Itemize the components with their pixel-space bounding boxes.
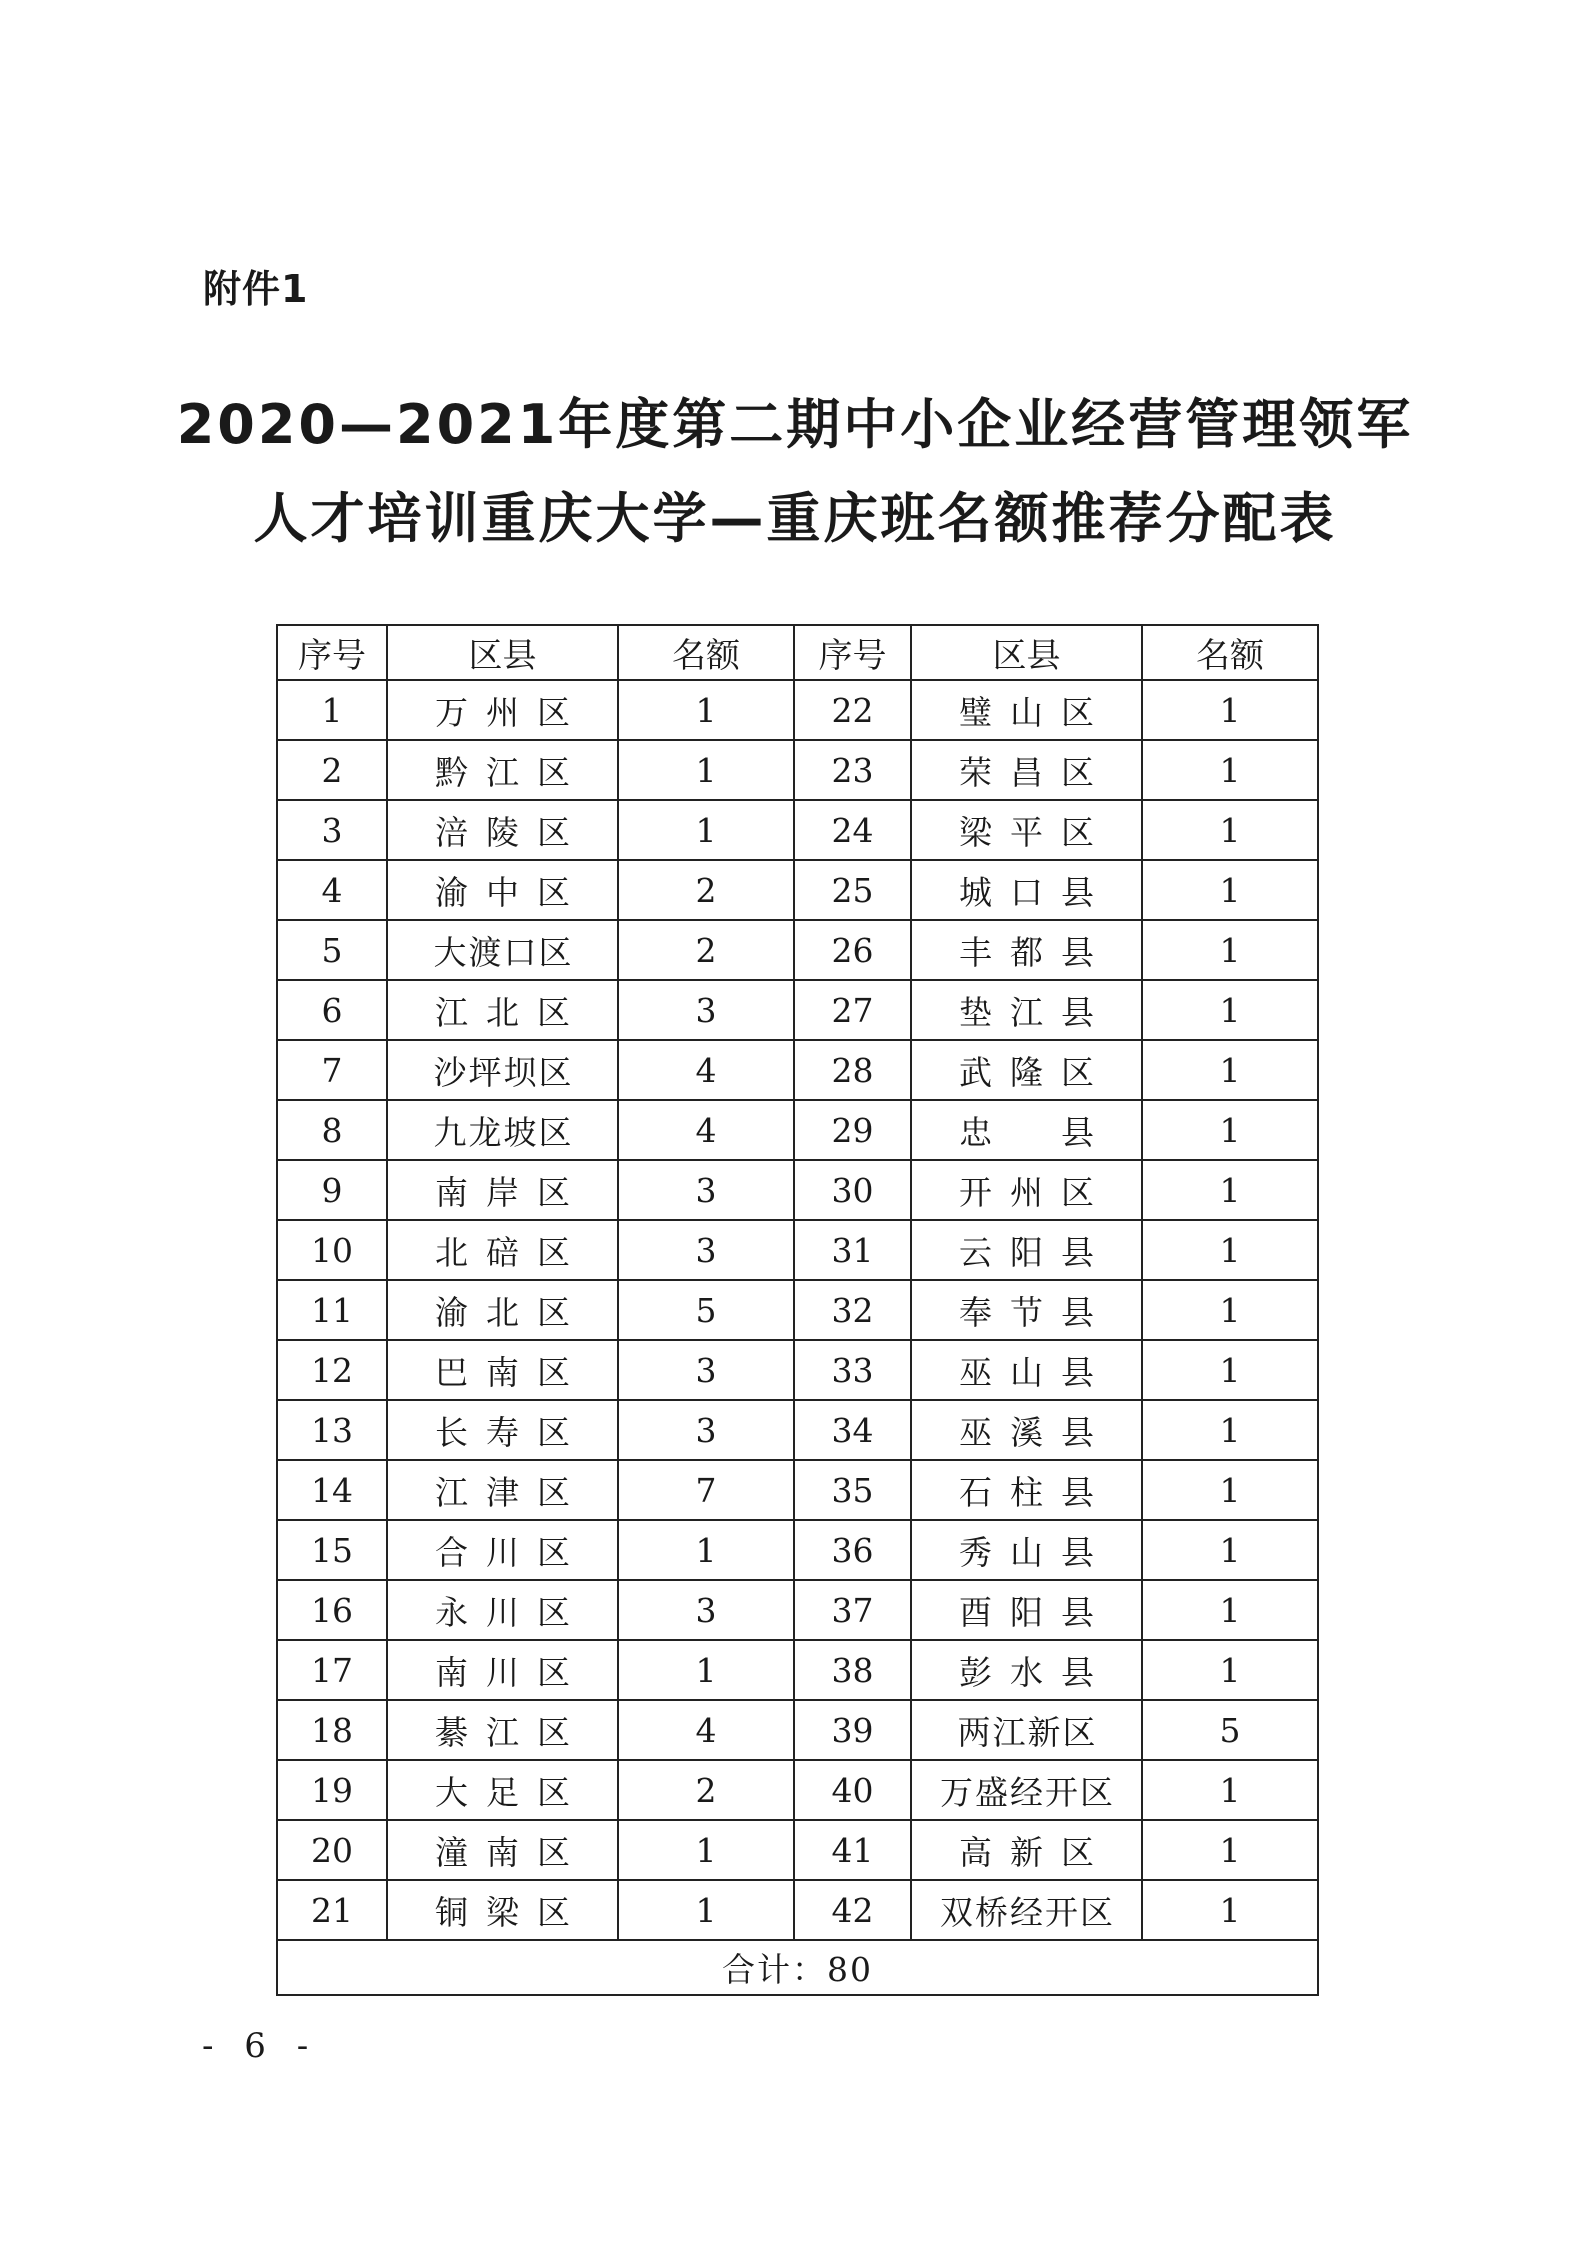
left-district-cell: 綦江区 bbox=[387, 1700, 618, 1760]
right-no-cell: 26 bbox=[794, 920, 911, 980]
right-no-cell: 39 bbox=[794, 1700, 911, 1760]
right-district-cell: 梁平区 bbox=[911, 800, 1142, 860]
right-quota-cell: 1 bbox=[1142, 1580, 1318, 1640]
table-row bbox=[277, 1880, 1318, 1940]
left-no-cell: 13 bbox=[277, 1400, 387, 1460]
left-district-cell: 大足区 bbox=[387, 1760, 618, 1820]
left-no-cell: 5 bbox=[277, 920, 387, 980]
right-quota-cell: 1 bbox=[1142, 1880, 1318, 1940]
left-district-cell: 沙坪坝区 bbox=[387, 1040, 618, 1100]
right-quota-cell: 1 bbox=[1142, 1340, 1318, 1400]
table-row bbox=[277, 1760, 1318, 1820]
left-district-cell: 万州区 bbox=[387, 680, 618, 740]
left-district-cell: 九龙坡区 bbox=[387, 1100, 618, 1160]
right-no-cell: 36 bbox=[794, 1520, 911, 1580]
left-district-cell: 铜梁区 bbox=[387, 1880, 618, 1940]
right-no-cell: 37 bbox=[794, 1580, 911, 1640]
table-row bbox=[277, 1580, 1318, 1640]
table-row bbox=[277, 680, 1318, 740]
left-district-cell: 南川区 bbox=[387, 1640, 618, 1700]
table-row bbox=[277, 1640, 1318, 1700]
right-quota-cell: 1 bbox=[1142, 800, 1318, 860]
right-district-cell: 高新区 bbox=[911, 1820, 1142, 1880]
left-no-cell: 7 bbox=[277, 1040, 387, 1100]
right-no-cell: 34 bbox=[794, 1400, 911, 1460]
header-left-quota: 名额 bbox=[618, 625, 794, 680]
table-body bbox=[277, 680, 1318, 1940]
right-quota-cell: 1 bbox=[1142, 1220, 1318, 1280]
left-quota-cell: 5 bbox=[618, 1280, 794, 1340]
total-row bbox=[277, 1940, 1318, 1995]
right-quota-cell: 1 bbox=[1142, 1280, 1318, 1340]
left-no-cell: 2 bbox=[277, 740, 387, 800]
page-number: - 6 - bbox=[202, 2026, 319, 2066]
left-no-cell: 6 bbox=[277, 980, 387, 1040]
left-district-cell: 黔江区 bbox=[387, 740, 618, 800]
left-quota-cell: 1 bbox=[618, 1880, 794, 1940]
left-quota-cell: 1 bbox=[618, 800, 794, 860]
header-right-district: 区县 bbox=[911, 625, 1142, 680]
right-no-cell: 28 bbox=[794, 1040, 911, 1100]
right-district-cell: 云阳县 bbox=[911, 1220, 1142, 1280]
table-row bbox=[277, 1400, 1318, 1460]
left-quota-cell: 1 bbox=[618, 1820, 794, 1880]
left-district-cell: 巴南区 bbox=[387, 1340, 618, 1400]
right-no-cell: 35 bbox=[794, 1460, 911, 1520]
left-quota-cell: 2 bbox=[618, 920, 794, 980]
left-quota-cell: 2 bbox=[618, 860, 794, 920]
right-quota-cell: 1 bbox=[1142, 1760, 1318, 1820]
right-district-cell: 酉阳县 bbox=[911, 1580, 1142, 1640]
left-district-cell: 江北区 bbox=[387, 980, 618, 1040]
left-no-cell: 1 bbox=[277, 680, 387, 740]
left-no-cell: 17 bbox=[277, 1640, 387, 1700]
left-quota-cell: 1 bbox=[618, 1640, 794, 1700]
right-district-cell: 开州区 bbox=[911, 1160, 1142, 1220]
left-no-cell: 11 bbox=[277, 1280, 387, 1340]
left-district-cell: 渝中区 bbox=[387, 860, 618, 920]
right-district-cell: 奉节县 bbox=[911, 1280, 1142, 1340]
right-district-cell: 万盛经开区 bbox=[911, 1760, 1142, 1820]
left-quota-cell: 3 bbox=[618, 1220, 794, 1280]
right-no-cell: 27 bbox=[794, 980, 911, 1040]
table-row bbox=[277, 1820, 1318, 1880]
right-quota-cell: 5 bbox=[1142, 1700, 1318, 1760]
right-district-cell: 武隆区 bbox=[911, 1040, 1142, 1100]
right-district-cell: 城口县 bbox=[911, 860, 1142, 920]
header-right-quota: 名额 bbox=[1142, 625, 1318, 680]
left-no-cell: 3 bbox=[277, 800, 387, 860]
left-no-cell: 9 bbox=[277, 1160, 387, 1220]
table-row bbox=[277, 1220, 1318, 1280]
right-district-cell: 双桥经开区 bbox=[911, 1880, 1142, 1940]
left-no-cell: 15 bbox=[277, 1520, 387, 1580]
left-no-cell: 21 bbox=[277, 1880, 387, 1940]
right-district-cell: 璧山区 bbox=[911, 680, 1142, 740]
right-quota-cell: 1 bbox=[1142, 1400, 1318, 1460]
right-quota-cell: 1 bbox=[1142, 1640, 1318, 1700]
left-quota-cell: 4 bbox=[618, 1700, 794, 1760]
table-row bbox=[277, 1700, 1318, 1760]
left-district-cell: 江津区 bbox=[387, 1460, 618, 1520]
table-row bbox=[277, 740, 1318, 800]
left-no-cell: 12 bbox=[277, 1340, 387, 1400]
attachment-label: 附件1 bbox=[203, 267, 309, 311]
left-no-cell: 16 bbox=[277, 1580, 387, 1640]
header-left-no: 序号 bbox=[277, 625, 387, 680]
table-row bbox=[277, 920, 1318, 980]
right-quota-cell: 1 bbox=[1142, 1160, 1318, 1220]
left-no-cell: 20 bbox=[277, 1820, 387, 1880]
right-no-cell: 22 bbox=[794, 680, 911, 740]
left-no-cell: 18 bbox=[277, 1700, 387, 1760]
left-quota-cell: 1 bbox=[618, 740, 794, 800]
table-row bbox=[277, 1520, 1318, 1580]
right-quota-cell: 1 bbox=[1142, 1100, 1318, 1160]
left-no-cell: 4 bbox=[277, 860, 387, 920]
right-quota-cell: 1 bbox=[1142, 1520, 1318, 1580]
right-no-cell: 42 bbox=[794, 1880, 911, 1940]
right-district-cell: 两江新区 bbox=[911, 1700, 1142, 1760]
left-district-cell: 潼南区 bbox=[387, 1820, 618, 1880]
right-district-cell: 巫溪县 bbox=[911, 1400, 1142, 1460]
left-quota-cell: 3 bbox=[618, 980, 794, 1040]
right-district-cell: 荣昌区 bbox=[911, 740, 1142, 800]
quota-allocation-table bbox=[276, 624, 1319, 1996]
table-row bbox=[277, 1340, 1318, 1400]
left-district-cell: 渝北区 bbox=[387, 1280, 618, 1340]
left-quota-cell: 1 bbox=[618, 1520, 794, 1580]
right-no-cell: 33 bbox=[794, 1340, 911, 1400]
table-row bbox=[277, 1280, 1318, 1340]
left-quota-cell: 3 bbox=[618, 1580, 794, 1640]
right-no-cell: 40 bbox=[794, 1760, 911, 1820]
right-no-cell: 41 bbox=[794, 1820, 911, 1880]
left-quota-cell: 4 bbox=[618, 1040, 794, 1100]
left-district-cell: 南岸区 bbox=[387, 1160, 618, 1220]
right-quota-cell: 1 bbox=[1142, 1460, 1318, 1520]
right-no-cell: 25 bbox=[794, 860, 911, 920]
table-row bbox=[277, 980, 1318, 1040]
table-row bbox=[277, 1160, 1318, 1220]
table-row bbox=[277, 860, 1318, 920]
right-quota-cell: 1 bbox=[1142, 920, 1318, 980]
left-quota-cell: 2 bbox=[618, 1760, 794, 1820]
table-row bbox=[277, 1100, 1318, 1160]
left-quota-cell: 1 bbox=[618, 680, 794, 740]
right-district-cell: 忠 县 bbox=[911, 1100, 1142, 1160]
right-quota-cell: 1 bbox=[1142, 1820, 1318, 1880]
document-title-line-1: 2020—2021年度第二期中小企业经营管理领军 bbox=[176, 393, 1414, 456]
right-no-cell: 23 bbox=[794, 740, 911, 800]
right-quota-cell: 1 bbox=[1142, 980, 1318, 1040]
total-cell: 合计：80 bbox=[277, 1940, 1318, 1995]
left-quota-cell: 3 bbox=[618, 1340, 794, 1400]
table-header-row bbox=[277, 625, 1318, 680]
right-quota-cell: 1 bbox=[1142, 1040, 1318, 1100]
left-district-cell: 合川区 bbox=[387, 1520, 618, 1580]
header-left-district: 区县 bbox=[387, 625, 618, 680]
table-row bbox=[277, 1460, 1318, 1520]
left-district-cell: 涪陵区 bbox=[387, 800, 618, 860]
header-right-no: 序号 bbox=[794, 625, 911, 680]
left-quota-cell: 3 bbox=[618, 1400, 794, 1460]
document-title-line-2: 人才培训重庆大学—重庆班名额推荐分配表 bbox=[253, 487, 1337, 550]
right-quota-cell: 1 bbox=[1142, 740, 1318, 800]
right-no-cell: 31 bbox=[794, 1220, 911, 1280]
right-district-cell: 秀山县 bbox=[911, 1520, 1142, 1580]
right-no-cell: 29 bbox=[794, 1100, 911, 1160]
left-district-cell: 大渡口区 bbox=[387, 920, 618, 980]
left-district-cell: 长寿区 bbox=[387, 1400, 618, 1460]
left-quota-cell: 3 bbox=[618, 1160, 794, 1220]
left-no-cell: 19 bbox=[277, 1760, 387, 1820]
left-district-cell: 北碚区 bbox=[387, 1220, 618, 1280]
table-row bbox=[277, 800, 1318, 860]
right-district-cell: 石柱县 bbox=[911, 1460, 1142, 1520]
right-no-cell: 30 bbox=[794, 1160, 911, 1220]
right-district-cell: 巫山县 bbox=[911, 1340, 1142, 1400]
left-no-cell: 8 bbox=[277, 1100, 387, 1160]
right-no-cell: 38 bbox=[794, 1640, 911, 1700]
left-quota-cell: 7 bbox=[618, 1460, 794, 1520]
right-district-cell: 垫江县 bbox=[911, 980, 1142, 1040]
left-quota-cell: 4 bbox=[618, 1100, 794, 1160]
table-row bbox=[277, 1040, 1318, 1100]
right-quota-cell: 1 bbox=[1142, 680, 1318, 740]
right-no-cell: 32 bbox=[794, 1280, 911, 1340]
right-district-cell: 丰都县 bbox=[911, 920, 1142, 980]
right-quota-cell: 1 bbox=[1142, 860, 1318, 920]
left-no-cell: 14 bbox=[277, 1460, 387, 1520]
left-no-cell: 10 bbox=[277, 1220, 387, 1280]
left-district-cell: 永川区 bbox=[387, 1580, 618, 1640]
right-no-cell: 24 bbox=[794, 800, 911, 860]
right-district-cell: 彭水县 bbox=[911, 1640, 1142, 1700]
